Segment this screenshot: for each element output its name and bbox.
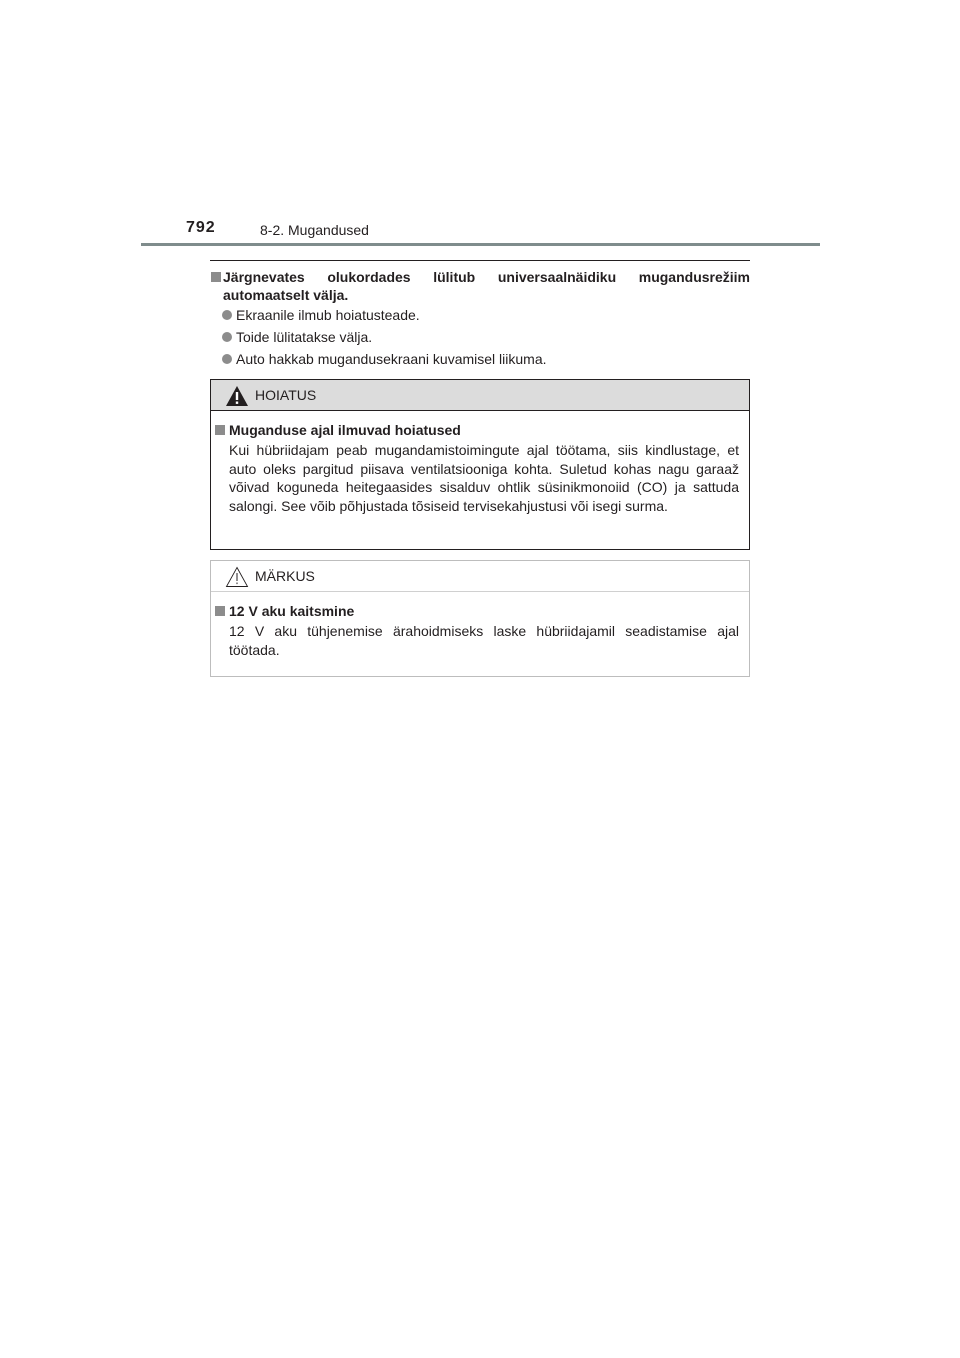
- warning-triangle-icon: [225, 385, 249, 407]
- square-bullet-icon: [215, 606, 225, 616]
- square-bullet-icon: [215, 425, 225, 435]
- notice-title-text: 12 V aku kaitsmine: [229, 603, 355, 619]
- intro-heading: [210, 268, 750, 304]
- notice-box-body: [211, 602, 749, 659]
- notice-title: [211, 602, 749, 620]
- list-item: [222, 350, 742, 372]
- list-item: [222, 328, 742, 350]
- square-bullet-icon: [211, 272, 221, 282]
- warning-box-body: [211, 421, 749, 515]
- round-bullet-icon: [222, 310, 232, 320]
- list-item-text: Ekraanile ilmub hoiatusteade.: [236, 307, 420, 323]
- list-item-text: Auto hakkab mugandusekraani kuvamisel liikuma.: [236, 351, 547, 367]
- notice-label: MÄRKUS: [255, 568, 315, 584]
- warning-title: [211, 421, 749, 439]
- notice-text: 12 V aku tühjenemise ärahoidmiseks laske hübriidajamil seadistamise ajal töötada.: [229, 623, 739, 658]
- warning-label: HOIATUS: [255, 387, 317, 403]
- page-number: 792: [186, 219, 216, 236]
- notice-box: [210, 560, 750, 677]
- intro-bullet-list: [222, 306, 742, 372]
- notice-triangle-icon: [225, 566, 249, 588]
- notice-box-header: [211, 561, 749, 592]
- section-divider: [210, 260, 750, 261]
- round-bullet-icon: [222, 332, 232, 342]
- list-item: [222, 306, 742, 328]
- header-divider: [141, 243, 820, 246]
- warning-title-text: Muganduse ajal ilmuvad hoiatused: [229, 422, 461, 438]
- list-item-text: Toide lülitatakse välja.: [236, 329, 373, 345]
- page-header: [0, 0, 960, 250]
- intro-heading-text: Järgnevates olukordades lülitub universaalnäidiku mugandusrežiim automaatselt välja.: [223, 269, 750, 303]
- warning-box: [210, 379, 750, 550]
- round-bullet-icon: [222, 354, 232, 364]
- section-title: 8-2. Mugandused: [260, 222, 369, 238]
- warning-box-header: [211, 380, 749, 411]
- warning-text: Kui hübriidajam peab mugandamistoimingute ajal töötama, siis kindlustage, et auto oleks pargitud piisava ventilatsiooniga kohta. Suletud kohas nagu garaaž võivad koguneda heitegaasides sisalduv ohtlik süsinikmonoiid (CO) ja sattuda salongi. See võib põhjustada tõsiseid tervisekahjustusi või isegi surma.: [229, 442, 739, 514]
